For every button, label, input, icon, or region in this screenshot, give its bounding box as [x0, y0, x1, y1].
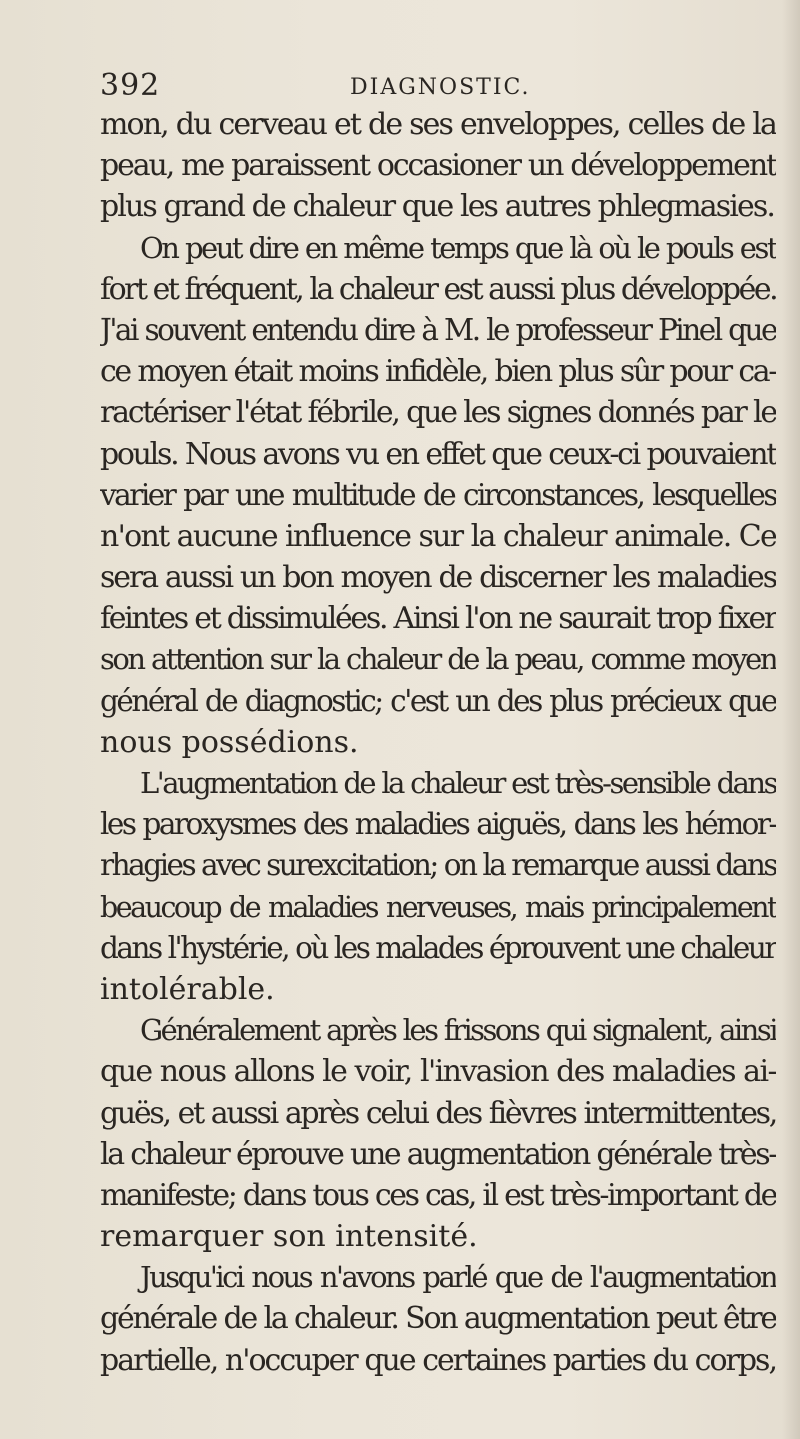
text-line: intolérable.	[100, 971, 275, 1007]
text-line: manifeste; dans tous ces cas, il est très-important de	[100, 1177, 776, 1213]
text-line: guës, et aussi après celui des fièvres intermittentes,	[100, 1095, 776, 1131]
text-line: générale de la chaleur. Son augmentation peut être	[100, 1301, 776, 1337]
text-line: varier par une multitude de circonstances, lesquelles	[100, 477, 776, 512]
page-edge-shadow	[782, 0, 800, 1439]
text-line: ce moyen était moins infidèle, bien plus sûr pour ca-	[100, 354, 776, 390]
text-line: On peut dire en même temps que là où le pouls est	[140, 230, 776, 265]
text-line: nous possédions.	[100, 724, 359, 760]
text-line: fort et fréquent, la chaleur est aussi plus développée.	[100, 271, 776, 307]
page-header	[100, 66, 760, 106]
text-line: rhagies avec surexcitation; on la remarque aussi dans	[100, 848, 776, 883]
body-text	[100, 104, 776, 1381]
text-line: que nous allons le voir, l'invasion des maladies ai-	[100, 1054, 776, 1090]
text-line: plus grand de chaleur que les autres phlegmasies.	[100, 189, 774, 225]
text-line: sera aussi un bon moyen de discerner les maladies	[100, 560, 776, 596]
running-title: DIAGNOSTIC.	[350, 75, 531, 100]
text-line: son attention sur la chaleur de la peau, comme moyen	[100, 642, 776, 677]
text-line: Généralement après les frissons qui signalent, ainsi	[140, 1013, 776, 1048]
text-line: J'ai souvent entendu dire à M. le professeur Pinel que	[100, 312, 776, 347]
text-line: n'ont aucune influence sur la chaleur animale. Ce	[100, 518, 776, 554]
text-line: remarquer son intensité.	[100, 1219, 478, 1255]
text-line: général de diagnostic; c'est un des plus précieux que	[100, 683, 776, 718]
text-line: les paroxysmes des maladies aiguës, dans les hémor-	[100, 807, 776, 842]
text-line: pouls. Nous avons vu en effet que ceux-ci pouvaient	[100, 436, 776, 472]
text-line: la chaleur éprouve une augmentation générale très-	[100, 1136, 776, 1172]
page-number: 392	[100, 68, 161, 103]
text-line: Jusqu'ici nous n'avons parlé que de l'augmentation	[140, 1260, 776, 1295]
text-line: L'augmentation de la chaleur est très-sensible dans	[140, 766, 776, 800]
text-line: beaucoup de maladies nerveuses, mais principalement	[100, 890, 776, 924]
text-line: dans l'hystérie, où les malades éprouvent une chaleur	[100, 930, 776, 965]
text-line: mon, du cerveau et de ses enveloppes, celles de la	[100, 107, 776, 142]
text-line: partielle, n'occuper que certaines parties du corps,	[100, 1342, 776, 1378]
text-line: peau, me paraissent occasioner un développement	[100, 148, 776, 184]
text-line: ractériser l'état fébrile, que les signes donnés par le	[100, 395, 776, 431]
text-line: feintes et dissimulées. Ainsi l'on ne saurait trop fixer	[100, 601, 776, 637]
